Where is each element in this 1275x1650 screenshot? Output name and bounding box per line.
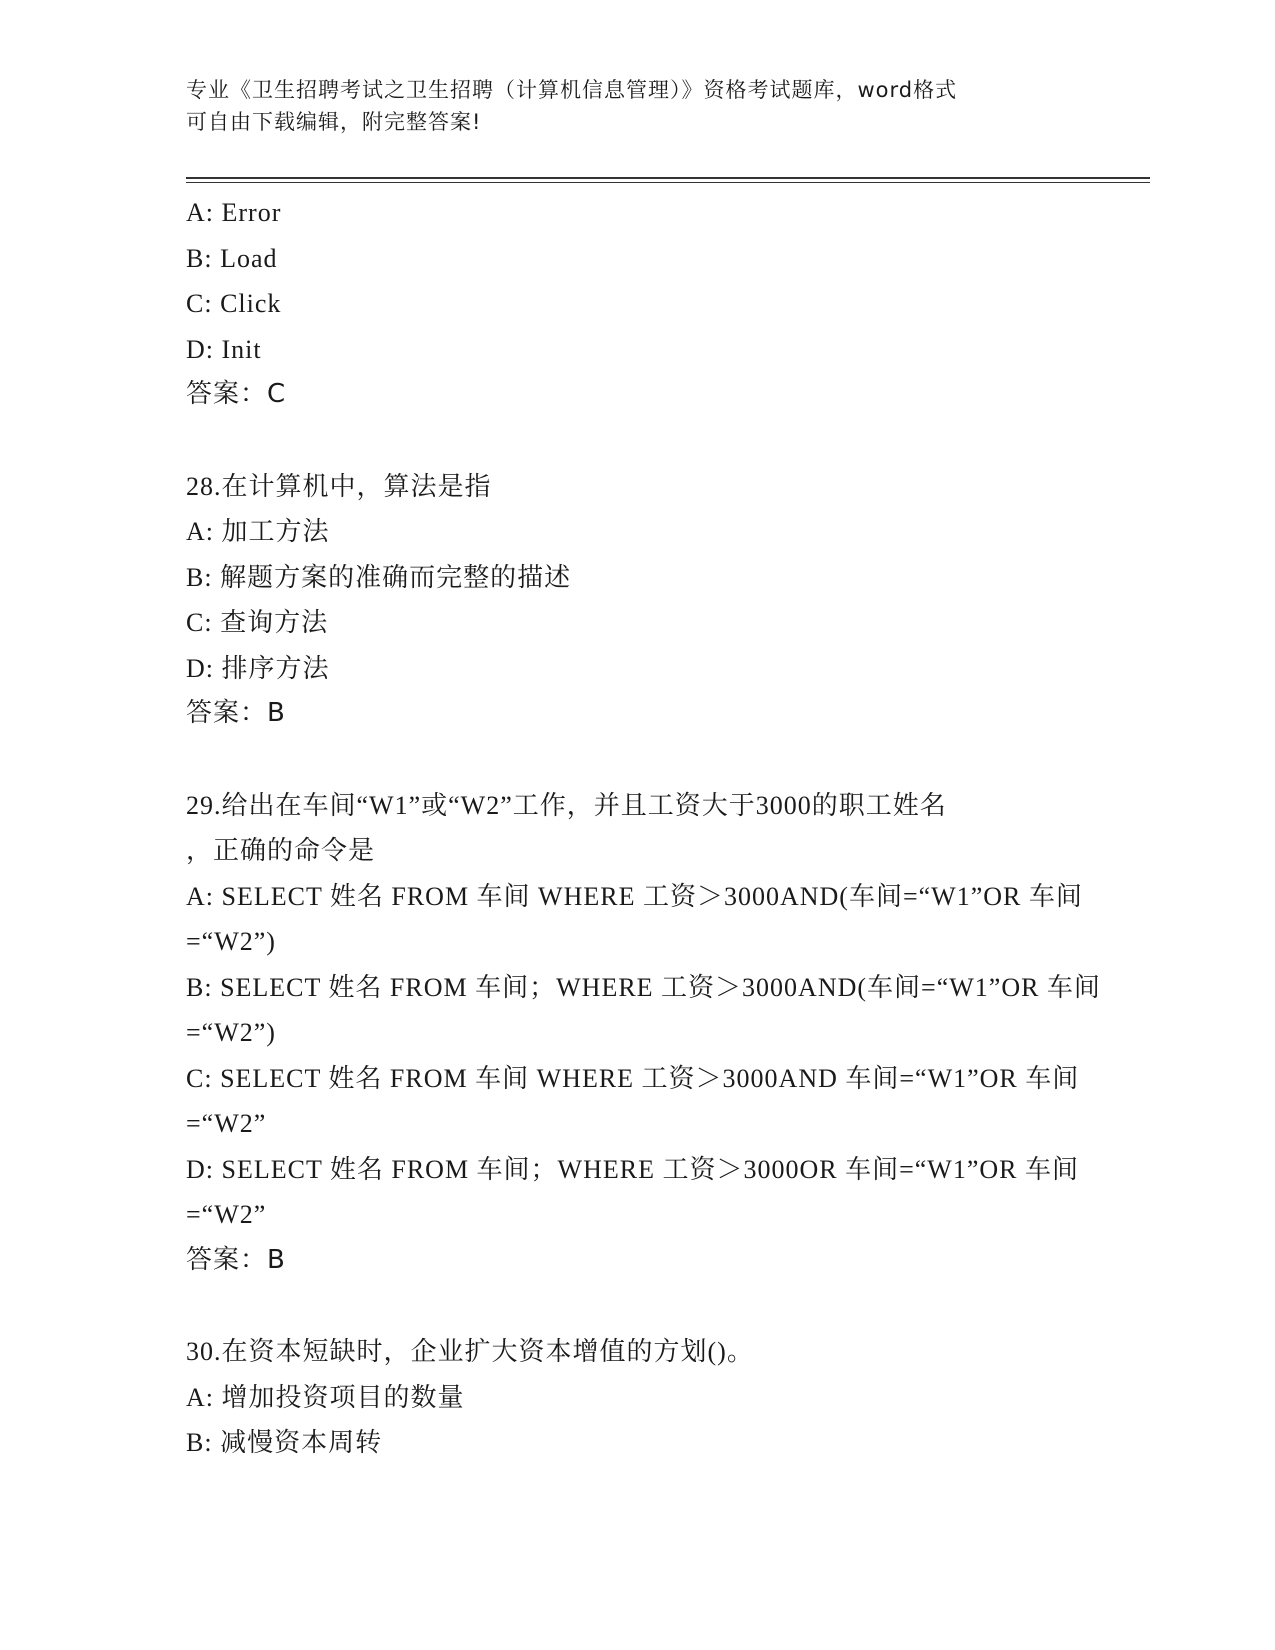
question-30 xyxy=(186,1329,1086,1466)
question-text-line-1: 29.给出在车间“W1”或“W2”工作，并且工资大于3000的职工姓名 xyxy=(186,790,947,820)
option-d: D: 排序方法 xyxy=(186,653,330,683)
option-c-line-2: =“W2” xyxy=(186,1109,267,1138)
option-b: B: 解题方案的准确而完整的描述 xyxy=(186,562,572,592)
header-line-1: 专业《卫生招聘考试之卫生招聘（计算机信息管理）》资格考试题库，word格式 xyxy=(186,78,958,102)
question-29 xyxy=(186,783,1101,1284)
option-d-line-2: =“W2” xyxy=(186,1200,267,1229)
question-text-line-2: ，正确的命令是 xyxy=(186,836,376,865)
option-b-line-1: B: SELECT 姓名 FROM 车间；WHERE 工资＞3000AND(车间=“W1”OR 车间 xyxy=(186,972,1101,1002)
question-text: 30.在资本短缺时，企业扩大资本增值的方划()。 xyxy=(186,1337,754,1366)
question-list xyxy=(186,190,1101,1466)
header-divider-thin xyxy=(186,182,1150,183)
answer-line: 答案：B xyxy=(186,1244,286,1275)
question-text: 28.在计算机中，算法是指 xyxy=(186,471,492,501)
option-d-line-1: D: SELECT 姓名 FROM 车间；WHERE 工资＞3000OR 车间=“W1”OR 车间 xyxy=(186,1154,1079,1184)
option-a: A: Error xyxy=(186,198,282,227)
option-b: B: Load xyxy=(186,243,278,273)
header-divider-thick xyxy=(186,177,1150,179)
option-a: A: 加工方法 xyxy=(186,517,330,546)
option-b: B: 减慢资本周转 xyxy=(186,1428,383,1457)
option-d: D: Init xyxy=(186,334,262,364)
question-27-continued xyxy=(186,190,1086,418)
option-c: C: Click xyxy=(186,289,282,318)
option-a-line-1: A: SELECT 姓名 FROM 车间 WHERE 工资＞3000AND(车间=“W1”OR 车间 xyxy=(186,881,1083,911)
header-line-2: 可自由下载编辑，附完整答案! xyxy=(186,110,482,134)
option-a-line-2: =“W2”) xyxy=(186,927,276,956)
answer-line: 答案：B xyxy=(186,698,286,728)
option-c-line-1: C: SELECT 姓名 FROM 车间 WHERE 工资＞3000AND 车间=“W1”OR 车间 xyxy=(186,1063,1080,1093)
question-28 xyxy=(186,464,1086,737)
answer-line: 答案：C xyxy=(186,379,287,409)
option-c: C: 查询方法 xyxy=(186,608,329,637)
option-b-line-2: =“W2”) xyxy=(186,1018,276,1047)
option-a: A: 增加投资项目的数量 xyxy=(186,1382,465,1412)
document-header xyxy=(186,74,1066,138)
